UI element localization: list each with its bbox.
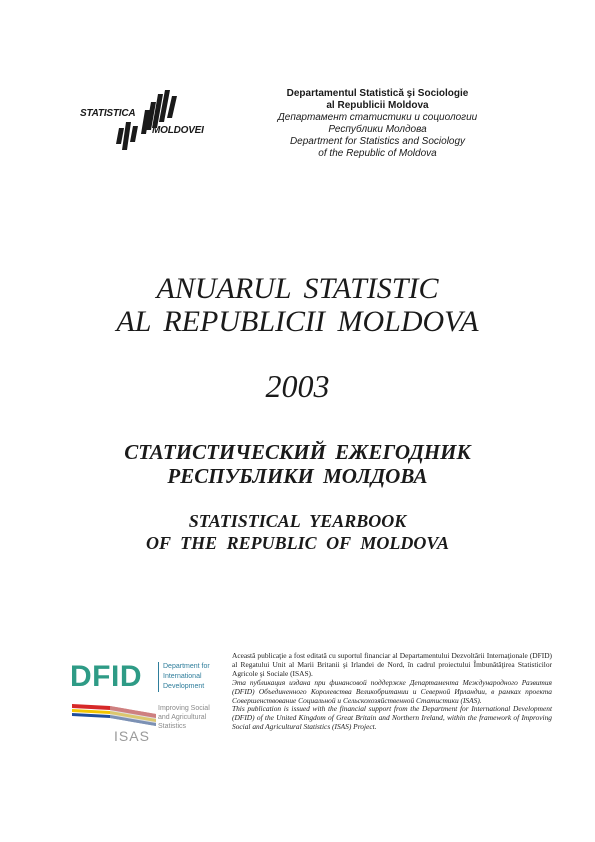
isas-sub-line3: Statistics (158, 723, 187, 730)
title-year: 2003 (265, 368, 330, 404)
isas-sub-line1: Improving Social (158, 705, 210, 712)
title-ru-line2: РЕСПУБЛИКИ МОЛДОВА (167, 464, 428, 488)
logo-bars-icon (78, 88, 213, 154)
funding-note-ro: Această publicaţie a fost editată cu suportul financiar al Departamentului Dezvoltării Internaţionale (DFID) al Regatului Unit al Marii Britanii şi Irlandei de Nord, în cadrul proiectului Îmbunătăţirea Statisticilor Agricole şi Sociale (ISAS). (232, 651, 552, 678)
dfid-sub-line2: International (163, 673, 202, 680)
title-english (40, 510, 555, 554)
dfid-logo-text: DFID (70, 660, 142, 693)
logo-text-statistica: STATISTICA (80, 108, 136, 119)
isas-logo-subtitle (158, 704, 210, 731)
header-en-line1: Department for Statistics and Sociology (289, 136, 466, 147)
funding-note (232, 652, 552, 732)
title-ru-line1: СТАТИСТИЧЕСКИЙ ЕЖЕГОДНИК (124, 440, 471, 464)
isas-swoosh-icon (70, 700, 160, 730)
header-ru-line2: Республики Молдова (328, 124, 427, 135)
department-header (240, 88, 515, 160)
title-en-line1: STATISTICAL YEARBOOK (188, 511, 407, 531)
title-ro-line2: AL REPUBLICII MOLDOVA (116, 305, 479, 338)
logo-text-moldovei: MOLDOVEI (152, 125, 204, 136)
isas-logo-text: ISAS (114, 728, 150, 744)
dfid-logo (70, 660, 220, 696)
title-ro-line1: ANUARUL STATISTIC (156, 272, 439, 305)
isas-logo (70, 700, 225, 750)
funding-note-en: This publication is issued with the financial support from the Department for International Development (DFID) of the United Kingdom of Great Britain and Northern Ireland, within the framework of Improving Social and Agricultural Statistics (ISAS) Project. (232, 704, 552, 732)
dfid-sub-line3: Development (163, 683, 205, 690)
statistica-moldovei-logo (78, 88, 213, 154)
title-romanian (40, 272, 555, 338)
isas-sub-line2: and Agricultural (158, 714, 207, 721)
dfid-logo-subtitle (158, 662, 210, 692)
header-ro-line1: Departamentul Statistică şi Sociologie (286, 88, 469, 99)
funding-note-ru: Эта публикация издана при финансовой поддержке Департамента Международного Развития (DFID) Объединенного Королевства Великобритании и Северной Ирландии, в рамках проекта Совершенствование Социальной и Сельскохозяйственной Статистики (ISAS). (232, 677, 552, 705)
header-en-line2: of the Republic of Moldova (318, 148, 437, 159)
header-ru-line1: Департамент статистики и социологии (277, 112, 478, 123)
header-ro-line2: al Republicii Moldova (326, 100, 429, 111)
title-russian (40, 440, 555, 488)
title-en-line2: OF THE REPUBLIC OF MOLDOVA (145, 533, 450, 553)
dfid-sub-line1: Department for (163, 663, 210, 670)
